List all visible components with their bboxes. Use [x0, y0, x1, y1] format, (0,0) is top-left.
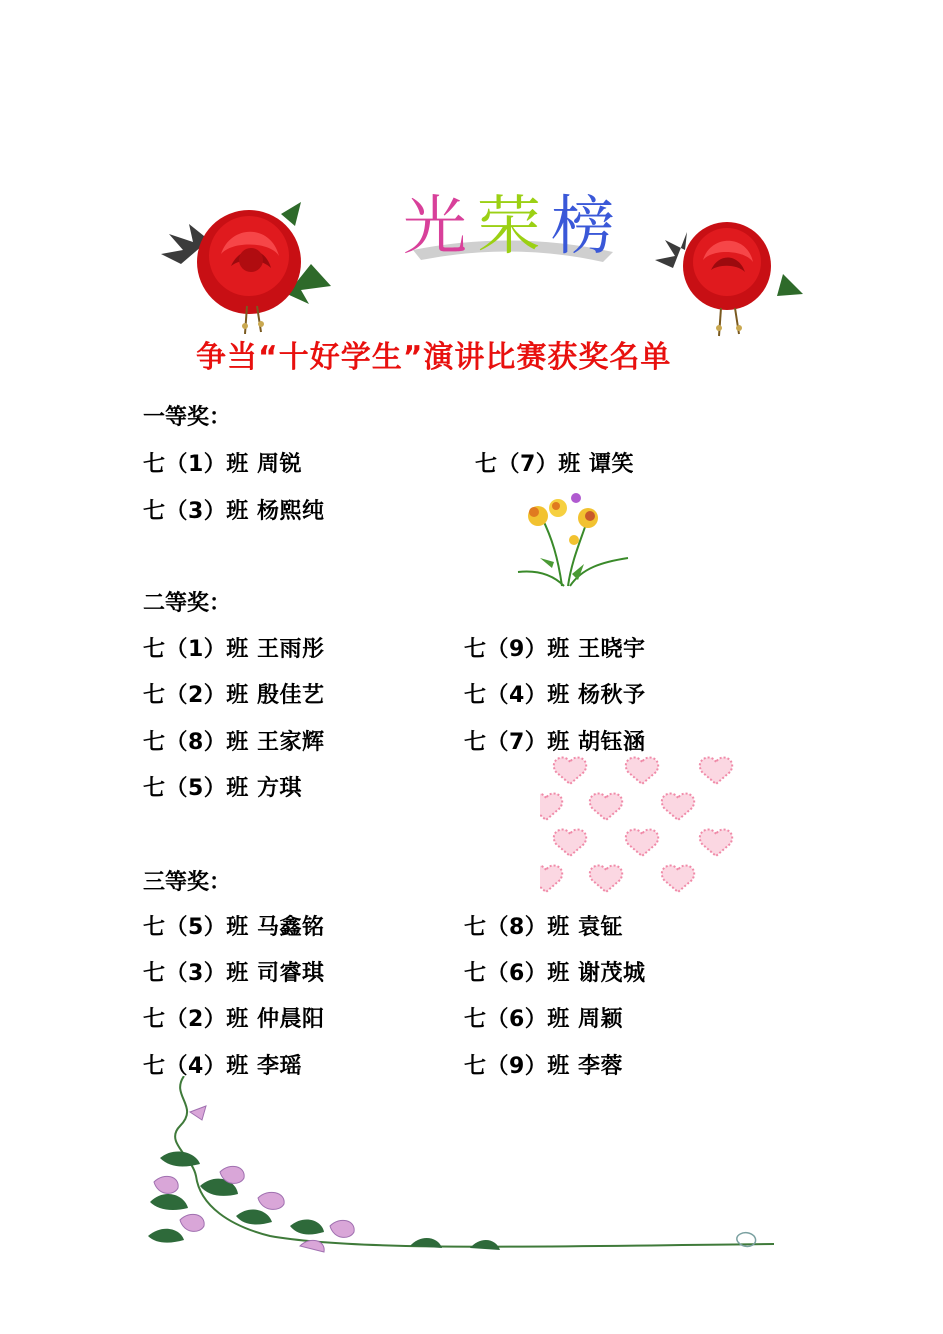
award-entry: 七（6）班 周颖 [464, 1007, 623, 1032]
title-char-1: 光 [403, 190, 467, 264]
award-entry: 七（9）班 王晓宇 [464, 637, 646, 662]
award-entry: 七（7）班 胡钰涵 [464, 730, 646, 755]
award-entry: 七（5）班 马鑫铭 [143, 915, 325, 940]
hearts-pattern-icon [540, 752, 740, 898]
honor-roll-banner [143, 168, 803, 348]
award-entry: 七（3）班 杨熙纯 [143, 499, 325, 524]
award-heading-second: 二等奖： [143, 591, 232, 616]
award-entry: 七（9）班 李蓉 [464, 1054, 623, 1079]
award-entry: 七（1）班 周锐 [143, 452, 302, 477]
award-heading-third: 三等奖： [143, 870, 232, 895]
award-entry: 七（4）班 杨秋予 [464, 683, 646, 708]
award-entry: 七（8）班 袁钲 [464, 915, 623, 940]
flower-bouquet-icon [512, 488, 636, 588]
award-entry: 七（5）班 方琪 [143, 776, 302, 801]
page-subtitle: 争当“十好学生”演讲比赛获奖名单 [196, 340, 672, 375]
award-entry: 七（7）班 谭笑 [475, 452, 634, 477]
morning-glory-vine-border [140, 1076, 774, 1262]
rose-icon [655, 208, 803, 338]
award-entry: 七（6）班 谢茂城 [464, 961, 646, 986]
award-entry: 七（2）班 殷佳艺 [143, 683, 325, 708]
honor-roll-title [393, 168, 633, 278]
title-char-3: 榜 [551, 190, 615, 264]
award-entry: 七（3）班 司睿琪 [143, 961, 325, 986]
award-heading-first: 一等奖： [143, 405, 232, 430]
title-char-2: 荣 [477, 190, 541, 264]
award-entry: 七（8）班 王家辉 [143, 730, 325, 755]
award-entry: 七（2）班 仲晨阳 [143, 1007, 325, 1032]
award-entry: 七（1）班 王雨彤 [143, 637, 325, 662]
rose-icon [161, 194, 331, 334]
award-entry: 七（4）班 李瑶 [143, 1054, 302, 1079]
